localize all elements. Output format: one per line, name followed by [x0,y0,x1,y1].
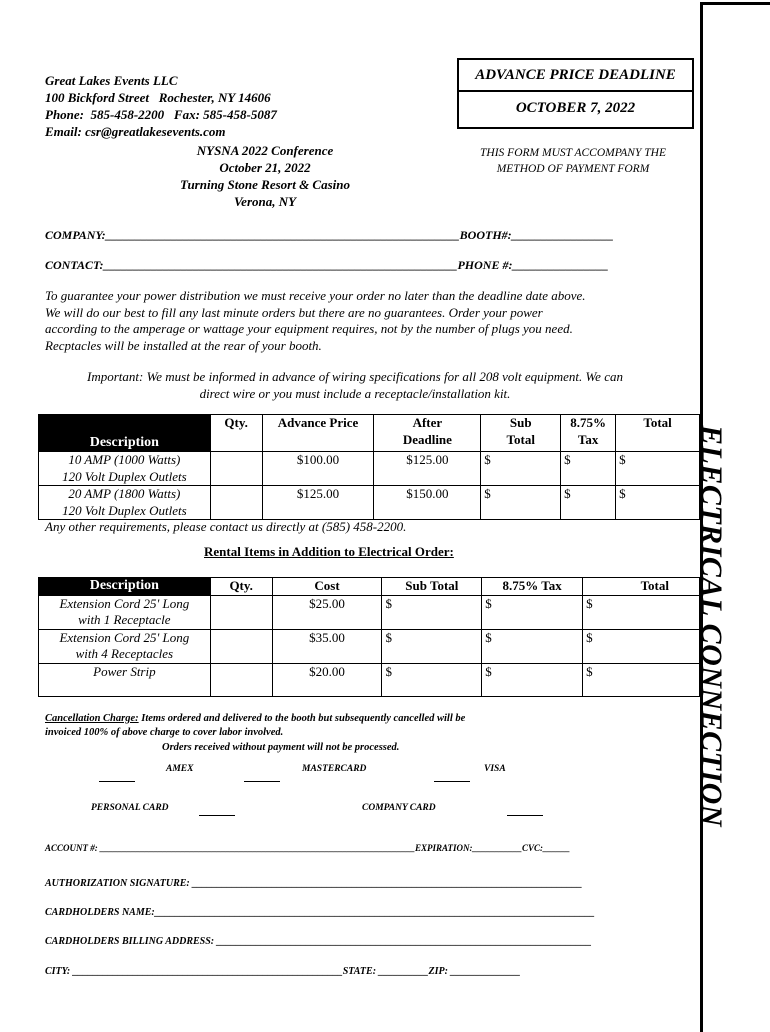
after-label-2: Deadline [402,431,452,447]
cardholder-name-field[interactable]: CARDHOLDERS NAME:________________________________________________________________________________________ [45,907,595,918]
intro-line: Recptacles will be installed at the rear of your booth. [45,337,322,353]
cancellation-line: Items ordered and delivered to the booth but subsequently cancelled will be [138,713,466,724]
company-name: Great Lakes Events LLC [45,73,178,88]
rental-row-qty[interactable] [210,663,272,696]
company-phone-fax: Phone: 585-458-2200 Fax: 585-458-5087 [45,107,277,122]
intro-line: according to the amperage or wattage your equipment requires, not by the number of plugs you need. [45,321,573,336]
visa-checkbox[interactable] [434,781,470,782]
rental-table-header [39,578,700,596]
rental-title: Rental Items in Addition to Electrical Order: [204,544,454,559]
rental-row-subtotal[interactable]: $ [382,629,482,663]
rental-row-qty[interactable] [210,629,272,663]
billing-address-field[interactable]: CARDHOLDERS BILLING ADDRESS: ___________________________________________________________________________ [45,936,592,947]
deadline-note-line1: THIS FORM MUST ACCOMPANY THE [480,147,666,159]
rental-row-cost: $20.00 [272,663,382,696]
deadline-note-line2: METHOD OF PAYMENT FORM [496,163,650,175]
account-field[interactable]: ACCOUNT #: ______________________________________________________________________EXPIRATION:___________CVC:______ [45,843,571,853]
event-location: Verona, NY [233,194,297,209]
power-row-advance: $100.00 [262,452,374,486]
power-table-note: Any other requirements, please contact us directly at (585) 458-2200. [45,519,407,534]
important-paragraph [45,369,665,402]
company-card-checkbox[interactable] [507,815,543,816]
contact-field[interactable]: CONTACT:___________________________________________________________PHONE #:________________ [45,258,609,272]
rental-row-description [39,595,211,629]
rental-header-cost: Cost [272,578,382,596]
power-row-tax[interactable]: $ [561,486,616,520]
rental-row-total[interactable]: $ [583,595,700,629]
rental-row-description: Power Strip [39,663,211,696]
power-header-subtotal [481,415,561,452]
important-line: direct wire or you must include a receptacle/installation kit. [199,385,511,401]
intro-line: We will do our best to fill any last minute orders but there are no guarantees. Order your power [45,304,543,320]
personal-card-checkbox[interactable] [199,815,235,816]
power-header-after [374,415,481,452]
power-row-qty[interactable] [210,452,262,486]
power-row-total[interactable]: $ [616,486,700,520]
authorization-signature-field[interactable]: AUTHORIZATION SIGNATURE: ______________________________________________________________________________ [45,878,583,889]
city-state-zip-field[interactable]: CITY: ______________________________________________________STATE: __________ZIP: ______________ [45,966,521,977]
rental-row-subtotal[interactable]: $ [382,663,482,696]
visa-label: VISA [484,764,506,774]
amex-checkbox[interactable] [99,781,135,782]
rental-row-cost: $25.00 [272,595,382,629]
subtotal-label-1: Sub [509,415,532,430]
desc-line: with 4 Receptacles [75,646,174,661]
power-row-subtotal[interactable]: $ [481,486,561,520]
event-date: October 21, 2022 [219,160,311,175]
desc-line: Extension Cord 25' Long [59,595,190,611]
desc-line: Extension Cord 25' Long [59,629,190,645]
tax-label-1: 8.75% [570,415,606,430]
power-row-description [39,486,211,520]
important-line: Important: We must be informed in advance of wiring specifications for all 208 volt equipment. We can [87,369,623,384]
side-title: ELECTRICAL CONNECTION [695,425,728,827]
rental-row-total[interactable]: $ [583,663,700,696]
company-info [45,72,277,140]
power-table-header [39,415,700,452]
event-venue: Turning Stone Resort & Casino [179,177,350,192]
rental-header-qty: Qty. [210,578,272,596]
deadline-date-box [457,91,694,129]
deadline-label: ADVANCE PRICE DEADLINE [475,67,676,83]
cancellation-label: Cancellation Charge: [45,713,139,724]
rental-header-subtotal: Sub Total [382,578,482,596]
table-row [39,595,700,629]
desc-line: with 1 Receptacle [78,612,171,627]
amex-label: AMEX [166,764,194,774]
cancellation-line: invoiced 100% of above charge to cover labor involved. [45,727,284,738]
rental-row-tax[interactable]: $ [482,663,583,696]
rental-row-cost: $35.00 [272,629,382,663]
company-address: 100 Bickford Street Rochester, NY 14606 [45,90,271,105]
intro-line: To guarantee your power distribution we must receive your order no later than the deadline date above. [45,288,586,303]
power-header-description: Description [39,415,211,452]
subtotal-label-2: Total [506,431,535,447]
power-row-tax[interactable]: $ [561,452,616,486]
mastercard-label: MASTERCARD [302,764,367,774]
rental-row-subtotal[interactable]: $ [382,595,482,629]
deadline-label-box [457,58,694,92]
event-name: NYSNA 2022 Conference [196,143,334,158]
power-row-qty[interactable] [210,486,262,520]
rental-header-tax: 8.75% Tax [482,578,583,596]
rental-row-tax[interactable]: $ [482,595,583,629]
desc-line: 120 Volt Duplex Outlets [62,502,187,518]
event-info [160,142,370,210]
deadline-note [455,145,691,177]
table-row [39,486,700,520]
power-header-qty: Qty. [210,415,262,452]
deadline-date: OCTOBER 7, 2022 [515,100,636,116]
power-row-total[interactable]: $ [616,452,700,486]
rental-row-description [39,629,211,663]
power-row-after: $150.00 [374,486,481,520]
rental-row-tax[interactable]: $ [482,629,583,663]
company-email: Email: csr@greatlakesevents.com [45,124,226,139]
payment-required-note: Orders received without payment will not be processed. [162,742,400,753]
intro-paragraph [45,288,695,354]
power-row-after: $125.00 [374,452,481,486]
table-row [39,629,700,663]
power-header-tax [561,415,616,452]
power-table [38,414,700,520]
desc-line: 10 AMP (1000 Watts) [68,452,181,467]
cancellation-text [45,712,465,740]
power-header-total: Total [616,415,700,452]
company-card-label: COMPANY CARD [362,803,436,813]
tax-label-2: Tax [577,431,599,447]
rental-table [38,577,700,697]
rental-header-total: Total [583,578,700,596]
rental-row-qty[interactable] [210,595,272,629]
table-row [39,663,700,696]
power-row-advance: $125.00 [262,486,374,520]
desc-line: 120 Volt Duplex Outlets [62,468,187,484]
after-label-1: After [412,415,443,430]
power-row-subtotal[interactable]: $ [481,452,561,486]
rental-header-description: Description [39,578,211,596]
rental-row-total[interactable]: $ [583,629,700,663]
company-field[interactable]: COMPANY:___________________________________________________________BOOTH#:_________________ [45,228,614,242]
power-header-advance: Advance Price [262,415,374,452]
desc-line: 20 AMP (1800 Watts) [68,486,181,501]
mastercard-checkbox[interactable] [244,781,280,782]
table-row [39,452,700,486]
personal-card-label: PERSONAL CARD [91,803,169,813]
power-row-description [39,452,211,486]
